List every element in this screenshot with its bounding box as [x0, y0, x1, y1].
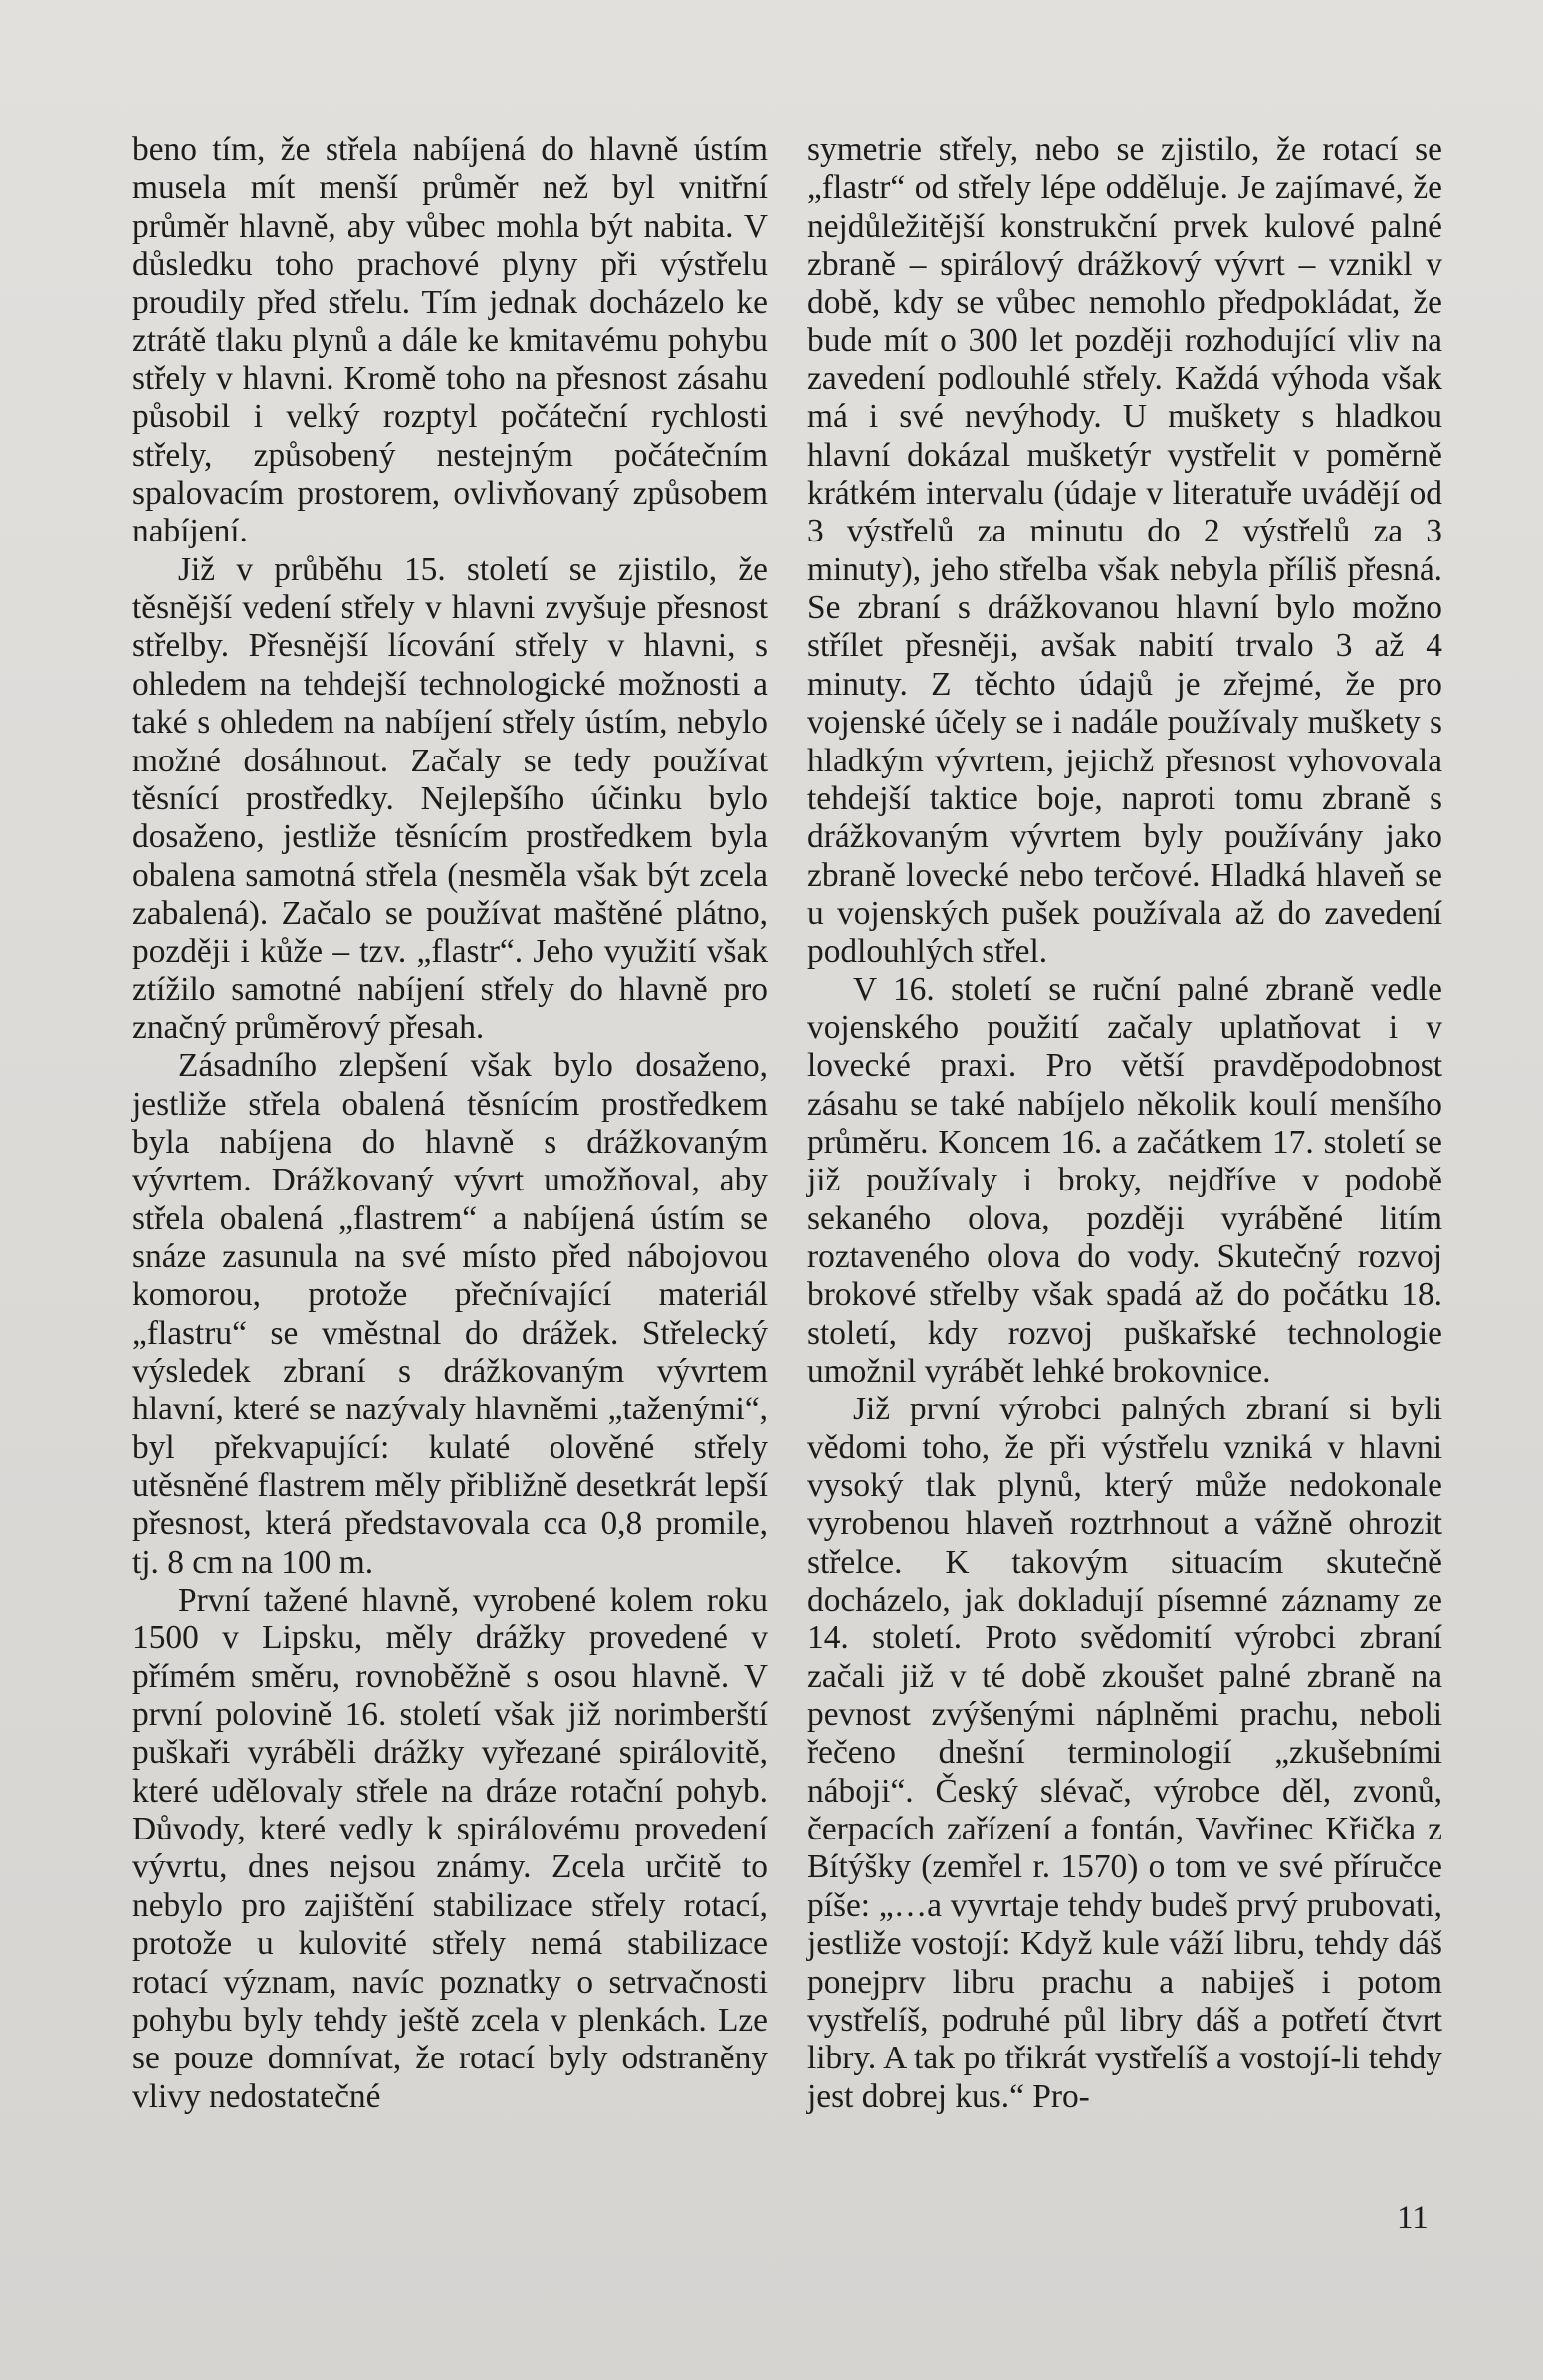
paragraph: symetrie střely, nebo se zjistilo, že rotací se „flastr“ od střely lépe odděluje. Je zajímavé, že nejdůležitější konstrukční prvek kulové palné zbraně – spirálový drážkový vývrt – vznikl v době, kdy se vůbec nemohlo předpokládat, že bude mít o 300 let později rozhodující vliv na zavedení podlouhlé střely. Každá výhoda však má i své nevýhody. U muškety s hladkou hlavní dokázal mušketýr vystřelit v poměrně krátkém intervalu (údaje v literatuře uvádějí od 3 výstřelů za minutu do 2 výstřelů za 3 minuty), jeho střelba však nebyla příliš přesná. Se zbraní s drážkovanou hlavní bylo možno střílet přesněji, avšak nabití trvalo 3 až 4 minuty. Z těchto údajů je zřejmé, že pro vojenské účely se i nadále používaly muškety s hladkým vývrtem, jejichž přesnost vyhovovala tehdejší taktice boje, naproti tomu zbraně s drážkovaným vývrtem byly používány jako zbraně lovecké nebo terčové. Hladká hlaveň se u vojenských pušek používala až do zavedení podlouhlých střel. — [807, 131, 1442, 971]
right-text-column — [807, 131, 1442, 2116]
paragraph: Již v průběhu 15. století se zjistilo, že těsnější vedení střely v hlavni zvyšuje přesnost střelby. Přesnější lícování střely v hlavni, s ohledem na tehdejší technologické možnosti a také s ohledem na nabíjení střely ústím, nebylo možné dosáhnout. Začaly se tedy používat těsnící prostředky. Nejlepšího účinku bylo dosaženo, jestliže těsnícím prostředkem byla obalena samotná střela (nesměla však být zcela zabalená). Začalo se používat maštěné plátno, později i kůže – tzv. „flastr“. Jeho využití však ztížilo samotné nabíjení střely do hlavně pro značný průměrový přesah. — [132, 550, 768, 1046]
paragraph: První tažené hlavně, vyrobené kolem roku 1500 v Lipsku, měly drážky provedené v přímém směru, rovnoběžně s osou hlavně. V první polovině 16. století však již norimberští puškaři vyráběli drážky vyřezané spirálovitě, které udělovaly střele na dráze rotační pohyb. Důvody, které vedly k spirálovému provedení vývrtu, dnes nejsou známy. Zcela určitě to nebylo pro zajištění stabilizace střely rotací, protože u kulovité střely nemá stabilizace rotací význam, navíc poznatky o setrvačnosti pohybu byly tehdy ještě zcela v plenkách. Lze se pouze domnívat, že rotací byly odstraněny vlivy nedostatečné — [132, 1582, 768, 2115]
page-number: 11 — [1397, 2200, 1429, 2236]
paragraph: Již první výrobci palných zbraní si byli vědomi toho, že při výstřelu vzniká v hlavni vysoký tlak plynů, který může nedokonale vyrobenou hlaveň roztrhnout a vážně ohrozit střelce. K takovým situacím skutečně docházelo, jak dokladují písemné záznamy ze 14. století. Proto svědomití výrobci zbraní začali již v té době zkoušet palné zbraně na pevnost zvýšenými náplněmi prachu, neboli řečeno dnešní terminologií „zkušebními náboji“. Český slévač, výrobce děl, zvonů, čerpacích zařízení a fontán, Vavřinec Křička z Bítýšky (zemřel r. 1570) o tom ve své příručce píše: „…a vyvrtaje tehdy budeš prvý prubovati, jestliže vostojí: Když kule váží libru, tehdy dáš ponejprv libru prachu a nabiješ i potom vystřelíš, podruhé půl libry dáš a potřetí čtvrt libry. A tak po třikrát vystřelíš a vostojí-li tehdy jest dobrej kus.“ Pro- — [807, 1391, 1442, 2115]
paragraph: Zásadního zlepšení však bylo dosaženo, jestliže střela obalená těsnícím prostředkem byla nabíjena do hlavně s drážkovaným vývrtem. Drážkovaný vývrt umožňoval, aby střela obalená „flastrem“ a nabíjená ústím se snáze zasunula na své místo před nábojovou komorou, protože přečnívající materiál „flastru“ se vměstnal do drážek. Střelecký výsledek zbraní s drážkovaným vývrtem hlavní, které se nazývaly hlavněmi „taženými“, byl překvapující: kulaté olověné střely utěsněné flastrem měly přibližně desetkrát lepší přesnost, která představovala cca 0,8 promile, tj. 8 cm na 100 m. — [132, 1047, 768, 1581]
paragraph: beno tím, že střela nabíjená do hlavně ústím musela mít menší průměr než byl vnitřní průměr hlavně, aby vůbec mohla být nabita. V důsledku toho prachové plyny při výstřelu proudily před střelu. Tím jednak docházelo ke ztrátě tlaku plynů a dále ke kmitavému pohybu střely v hlavni. Kromě toho na přesnost zásahu působil i velký rozptyl počáteční rychlosti střely, způsobený nestejným počátečním spalovacím prostorem, ovlivňovaný způsobem nabíjení. — [132, 131, 768, 550]
paragraph: V 16. století se ruční palné zbraně vedle vojenského použití začaly uplatňovat i v lovecké praxi. Pro větší pravděpodobnost zásahu se také nabíjelo několik koulí menšího průměru. Koncem 16. a začátkem 17. století se již používaly i broky, nejdříve v podobě sekaného olova, později vyráběné litím roztaveného olova do vody. Skutečný rozvoj brokové střelby však spadá až do počátku 18. století, kdy rozvoj puškařské technologie umožnil vyrábět lehké brokovnice. — [807, 971, 1442, 1390]
left-text-column — [132, 131, 768, 2116]
